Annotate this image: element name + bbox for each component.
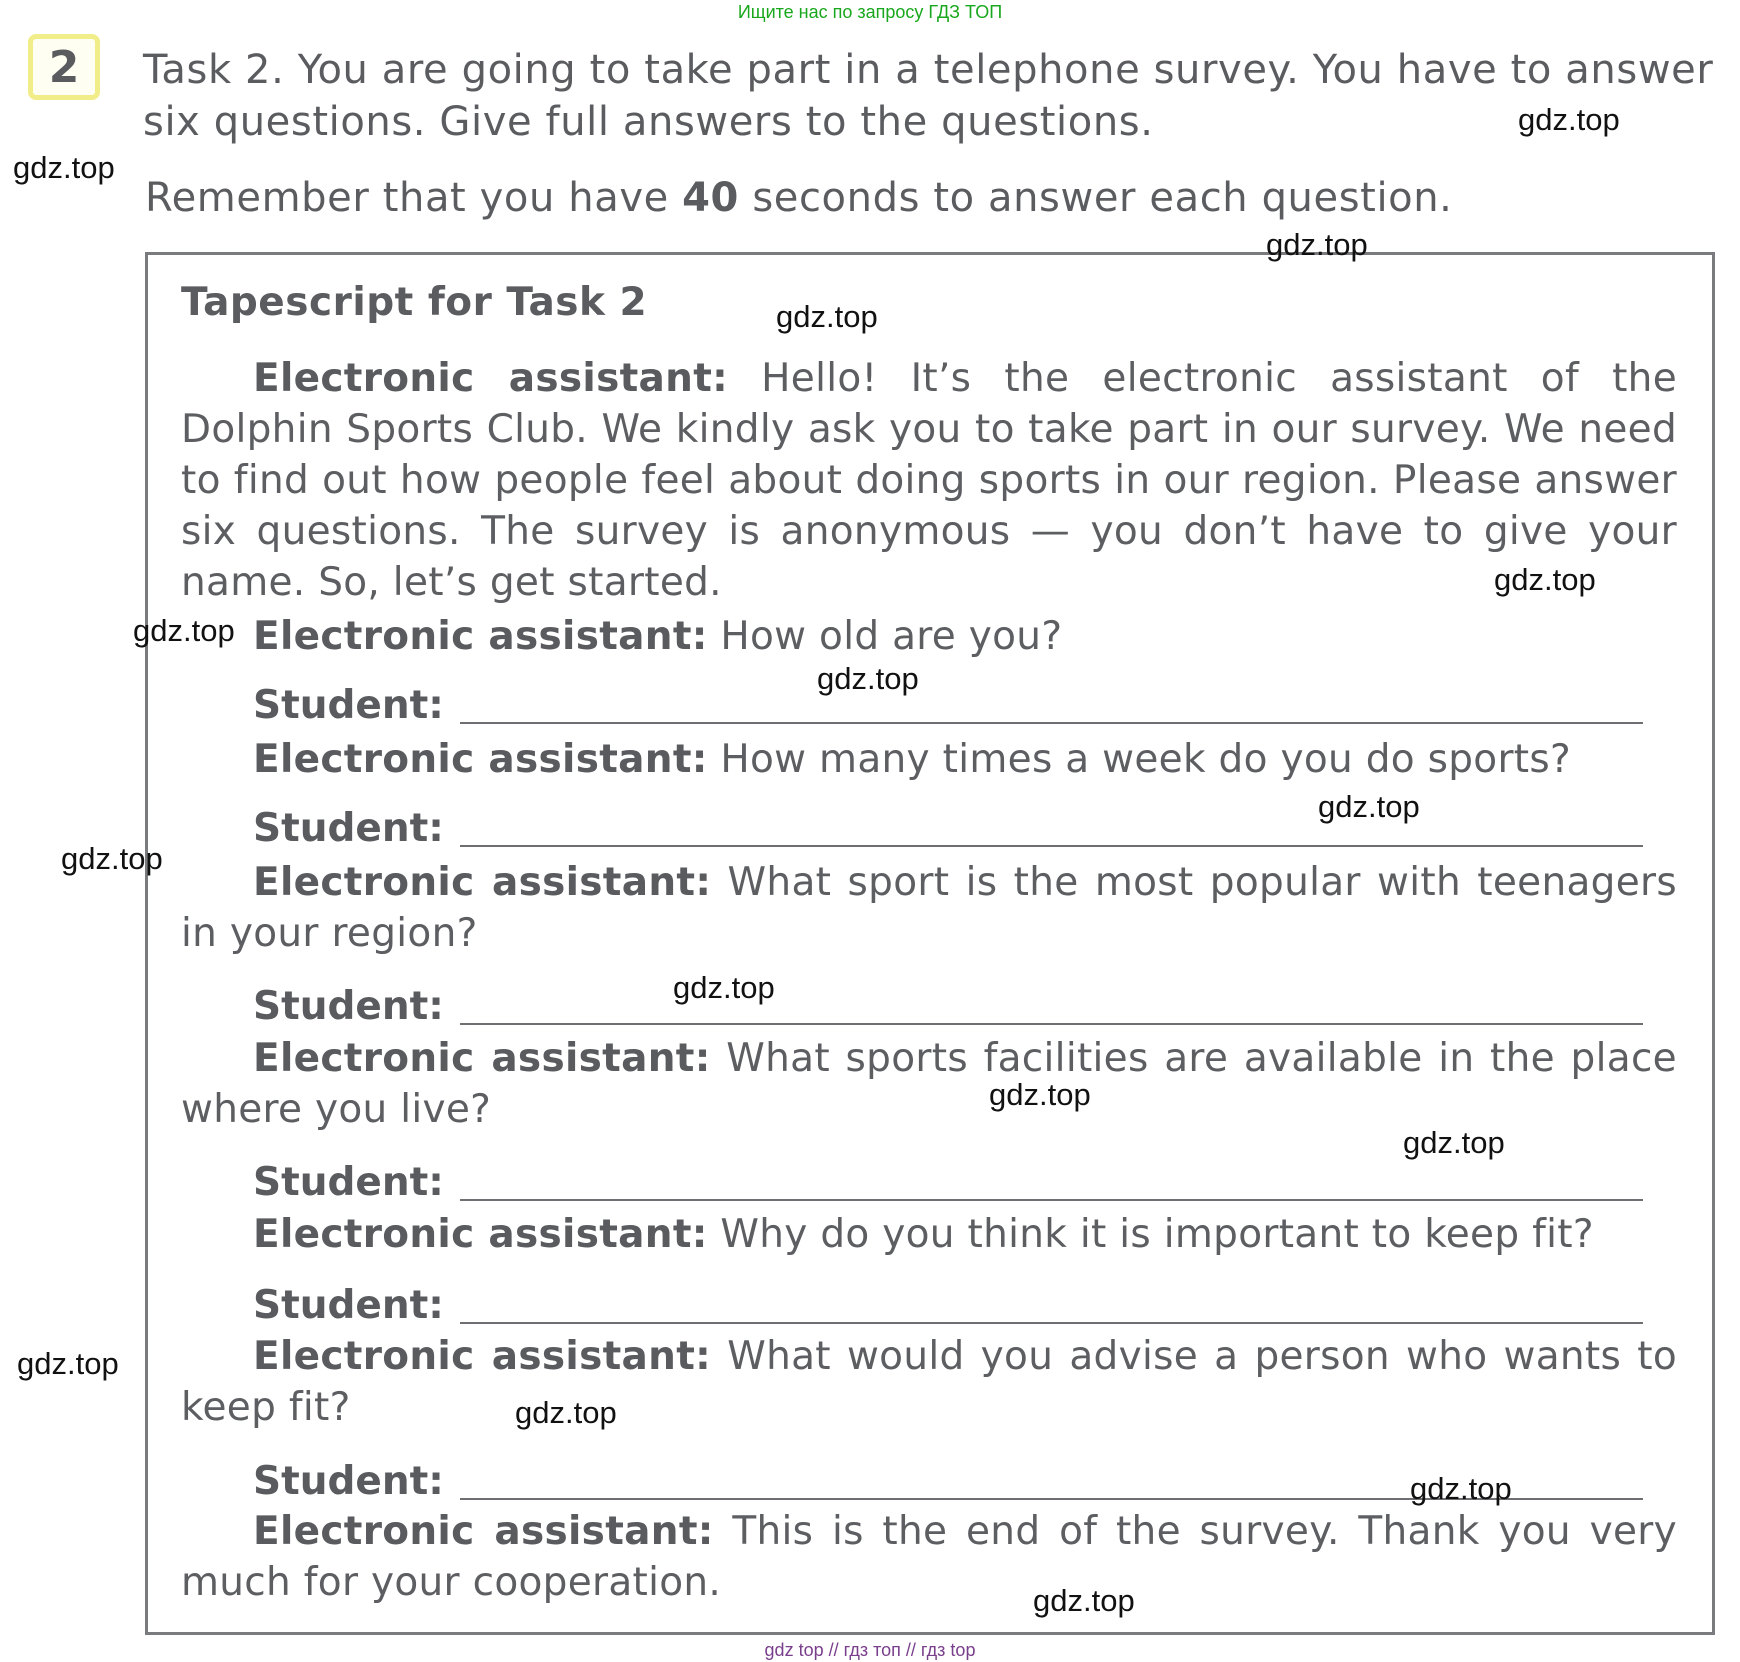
watermark: gdz.top [673, 970, 775, 1005]
watermark: gdz.top [1033, 1583, 1135, 1618]
student-label: Student: [253, 1160, 444, 1205]
watermark: gdz.top [133, 613, 235, 648]
answer-blank[interactable] [460, 1023, 1643, 1025]
assistant-question-6 [181, 1331, 1677, 1433]
intro-text: Hello! It’s the electronic assistant of the Dolphin Sports Club. We kindly ask you to take part in our survey. We need to find out how people feel about doing sports in our region. Please answer six questions. The survey is anonymous — you don’t have to give your name. So, let’s get started. [181, 356, 1677, 605]
answer-blank[interactable] [460, 1199, 1643, 1201]
student-answer-line-3[interactable] [253, 981, 1643, 1033]
tapescript-title: Tapescript for Task 2 [181, 280, 648, 325]
watermark: gdz.top [515, 1395, 617, 1430]
assistant-question-3 [181, 857, 1677, 959]
watermark: gdz.top [1318, 789, 1420, 824]
question-text: What sport is the most popular with teenagers in your region? [181, 860, 1677, 956]
student-label: Student: [253, 806, 444, 851]
assistant-closing [181, 1506, 1677, 1608]
speaker-label: Electronic assistant: [253, 1334, 712, 1379]
assistant-question-2 [253, 734, 1677, 785]
answer-blank[interactable] [460, 845, 1643, 847]
watermark: gdz.top [1266, 227, 1368, 262]
watermark: gdz.top [17, 1346, 119, 1381]
student-label: Student: [253, 683, 444, 728]
assistant-question-4 [181, 1033, 1677, 1135]
speaker-label: Electronic assistant: [253, 1212, 708, 1257]
answer-blank[interactable] [460, 722, 1643, 724]
student-label: Student: [253, 1459, 444, 1504]
time-reminder-seconds: 40 [682, 175, 739, 221]
student-label: Student: [253, 984, 444, 1029]
watermark: gdz.top [13, 150, 115, 185]
watermark: gdz.top [1410, 1471, 1512, 1506]
footer-links: gdz top // гдз топ // гдз top [764, 1640, 976, 1660]
student-answer-line-2[interactable] [253, 803, 1643, 855]
question-text: Why do you think it is important to keep fit? [707, 1212, 1594, 1257]
watermark: gdz.top [989, 1077, 1091, 1112]
assistant-question-1 [253, 611, 1677, 662]
assistant-intro [181, 353, 1677, 608]
speaker-label: Electronic assistant: [253, 1036, 711, 1081]
watermark: gdz.top [1403, 1125, 1505, 1160]
assistant-question-5 [253, 1209, 1677, 1260]
time-reminder [145, 172, 1735, 224]
speaker-label: Electronic assistant: [253, 1509, 714, 1554]
speaker-label: Electronic assistant: [253, 737, 708, 782]
student-answer-line-5[interactable] [253, 1280, 1643, 1332]
time-reminder-suffix: seconds to answer each question. [739, 175, 1453, 221]
top-banner: Ищите нас по запросу ГДЗ ТОП [737, 2, 1003, 22]
watermark: gdz.top [1518, 102, 1620, 137]
question-text: What would you advise a person who wants to keep fit? [181, 1334, 1678, 1430]
closing-text: This is the end of the survey. Thank you very much for your cooperation. [181, 1509, 1677, 1605]
student-label: Student: [253, 1283, 444, 1328]
watermark: gdz.top [1494, 562, 1596, 597]
watermark: gdz.top [776, 299, 878, 334]
task-instruction: Task 2. You are going to take part in a telephone survey. You have to answer six questions. Give full answers to the questions. [143, 47, 1714, 145]
speaker-label: Electronic assistant: [253, 614, 708, 659]
speaker-label: Electronic assistant: [253, 356, 729, 401]
watermark: gdz.top [61, 841, 163, 876]
watermark: gdz.top [817, 661, 919, 696]
answer-blank[interactable] [460, 1322, 1643, 1324]
question-text: What sports facilities are available in the place where you live? [181, 1036, 1677, 1132]
time-reminder-prefix: Remember that you have [145, 175, 683, 221]
question-text: How old are you? [707, 614, 1063, 659]
task-number-badge: 2 [28, 34, 100, 100]
student-answer-line-4[interactable] [253, 1157, 1643, 1209]
speaker-label: Electronic assistant: [253, 860, 712, 905]
question-text: How many times a week do you do sports? [707, 737, 1571, 782]
student-answer-line-1[interactable] [253, 680, 1643, 732]
